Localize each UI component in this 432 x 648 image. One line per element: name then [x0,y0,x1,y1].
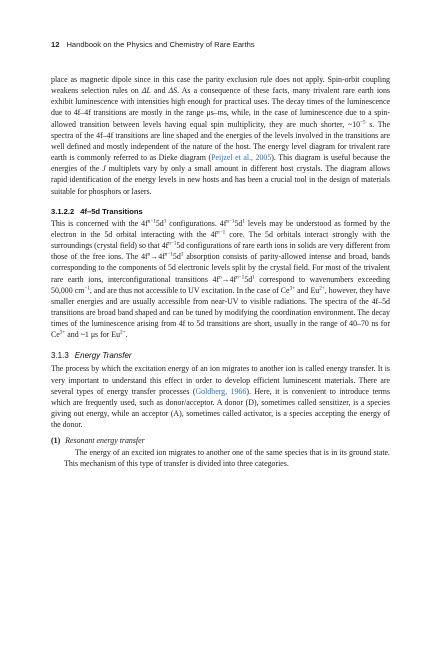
paragraph-dieke: place as magnetic dipole since in this case the parity exclusion rule does not apply. Spin-orbit coupling weakens selection rules on ΔL and ΔS. As a consequence of these facts, many trivalent rare earth ions exhibit luminescence with intensities high enough for practical uses. The decay times of the luminescence due to 4f–4f transitions are mostly in the range μs–ms, while, in the case of luminescence due to a spin-allowed transition between levels having equal spin multiplicity, they are much shorter, $\sim 10^{-5}$ s. The spectra of the 4f–4f transitions are line shaped and the energies of the levels involved in the transitions are well defined and mostly independent of the nature of the host. The energy level diagram for trivalent rare earth is commonly referred to as Dieke diagram (Peijzel et al., 2005). This diagram is useful because the energies of the J multiplets vary by only a small amount in different host crystals. The diagram allows rapid identification of the energy levels in new hosts and has been a crucial tool in the design of materials suitable for phosphors or lasers. [51,75,390,196]
citation-goldberg[interactable]: Goldberg, 1966 [195,386,247,396]
running-head [51,40,390,52]
section-heading-energy-transfer: 3.1.3 Energy Transfer [51,351,132,361]
citation-peijzel[interactable]: Peijzel et al., 2005 [211,153,272,163]
paragraph-4f-5d: This is concerned with the $4f^{n-1}5d^1$ configurations. $4f^{n-1}5d^1$ levels may be understood as formed by the electron in the 5d orbital interacting with the $4f^{n-1}$ core. The 5d orbitals interact strongly with the surroundings (crystal field) so that $4f^{n-1}5d$ configurations of rare earth ions in solids are very different from those of the free ions. The $4f^n\to 4f^{n-1}5d^1$ absorption consists of parity-allowed intense and broad, bands corresponding to the components of 5d electronic levels split by the crystal field. For most of the trivalent rare earth ions, interconfigurational transitions $4f^n\to 4f^{n-1}5d^1$ correspond to wavenumbers exceeding 50,000 $cm^{-1}$, and are thus not accessible to UV excitation. In the case of $Ce^{3+}$ and $Eu^{2+}$, however, they have smaller energies and are usually accessible from near-UV to visible radiations. The spectra of the 4f–5d transitions are broad band shaped and can be tuned by modifying the coordination environment. The decay times of the luminescence arising from 4f to 5d transitions are short, usually in the range of 40–70 ns for $Ce^{3+}$ and ~1 μs for $Eu^{2+}$. [51,218,391,340]
paragraph-energy-transfer: The process by which the excitation energy of an ion migrates to another ion is called energy transfer. It is very important to understand this effect in order to develop efficient luminescent materials. There are several types of energy transfer processes (Goldberg, 1966). Here, it is convenient to introduce terms which are frequently used, such as donor/acceptor. A donor (D), sometimes called sensitizer, is a species giving out energy, while an acceptor (A), sometimes called activator, is a species accepting the energy of the donor. [51,364,390,430]
section-heading-4f-5d: 3.1.2.2 4f–5d Transitions [51,206,143,216]
list-item-resonant-transfer [51,435,390,468]
page-number: 12 [51,40,60,49]
list-item-heading: (1) Resonant energy transfer [51,436,145,446]
book-title: Handbook on the Physics and Chemistry of Rare Earths [66,40,255,49]
list-item-text: The energy of an excited ion migrates to another one of the same species that is in its ground state. This mechanism of this type of transfer is divided into three categories. [64,447,390,468]
